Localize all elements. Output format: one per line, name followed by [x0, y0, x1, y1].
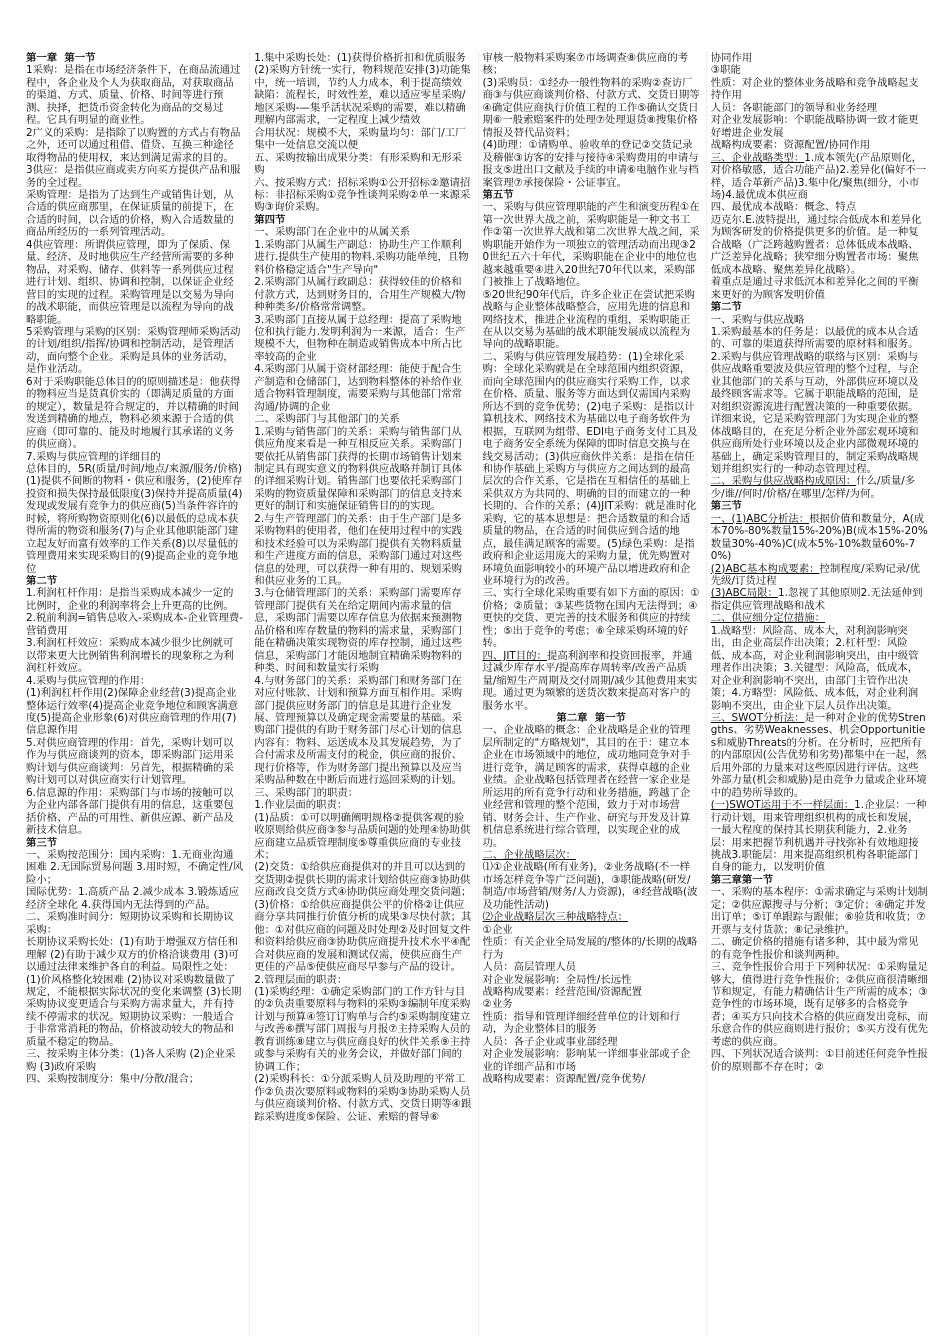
text-paragraph: 二、采购准时间分：短期协议采购和长期协议采购：	[26, 911, 234, 936]
section-heading: 第三章第一节	[710, 873, 774, 886]
text-paragraph: 三、实行全球化采购重要有如下方面的原因：①价格；②质量；③某些货物在国内无法得到；④更快的交货、更完善的技术服务和供应的持续性；⑤出于竞争的考虑；⑥全球采购环境的好转。	[482, 587, 700, 650]
text-paragraph: 二、采购与供应管理发展趋势：(1)全球化采购：全球化采购就是在全球范围内组织资源，而向全球范围内的供应商实行采购工作，以求在价格、质量、服务等方面达到仅需国内采购所达不到的竞争优势；(2)电子采购：是指以计算机技术、网络技术为基础以电子商务软件为根据，互联网为组带、EDI电子商务支付工具及电子商务安全系统为保障的即时信息交换与在线交易活动；(3)供应商伙伴关系：是指在信任和协作基础上采购方与供应方之间达到的最高层次的合作关系，它是指在互相信任的基础上采供双方为共同的、明确的目的而建立的一种长期的、合作的关系；(4)JIT采购：就是准时化采购，它的基本思想是：把合适数量的和合适质量的物品，在合适的时间供应到合适的地点，最佳满足顾客的需要。(5)绿色采购：是指政府和企业运用庞大的采购力量，优先购置对环境负面影响较小的环境产品以增进政府和企业环境行为的改善。	[482, 350, 698, 588]
text-column-1	[26, 52, 243, 1336]
text-paragraph: 缺陷：流程长，时效性差，难以适应零星采购/地区采购-—集乎活状况采购的需要，难以精确理解内部需求，一定程度上减少绩效	[254, 89, 466, 127]
text-paragraph: 迈克尔.E.波特提出，通过综合低成本和差异化为顾客研发的价格提供更多的价值。是一种复合战略（广泛跨越购置者：总体低成本战略、广泛差异化战略；狭窄细分购置者市场：聚焦低成本战略、聚焦差异化战略）。	[710, 213, 922, 276]
text-paragraph: 审核一般物料采购案⑦市场调查⑧供应商的考核；	[482, 52, 689, 77]
text-paragraph: 六、按采购方式：招标采购①公开招标②邀请招标：非招标采购①竞争性谈判采购②单一来源采购③询价采购。	[254, 176, 471, 214]
text-paragraph: 1.作业层面的职责：	[254, 799, 348, 812]
text-paragraph: 一、采购与供应管理职能的产生和演变历程①在第一次世界大战之前，采购职能是一种文书工作②第一次世界大战和第二次世界大战之间，采购职能开始作为一项独立的管理活动而出现③20世纪五六十年代，采购职能在企业中的地位也越来越重要④进入20世纪70年代以来，采购部门被推上了战略地位。	[482, 201, 700, 289]
text-paragraph: 一、采购与供应战略	[710, 313, 805, 326]
text-paragraph: 协同作用	[710, 52, 753, 64]
text-paragraph: 一、(1)ABC分析法：根据价值和数量分，A(成本70%-80%数量15%-20%)B(成本15%-20%数量30%-40%)C(成本5%-10%数量60%-70%)	[710, 512, 928, 563]
text-paragraph: (3)ABC局限：1.忽视了其他原则2.无法延伸到指定供应管理战略和战术	[710, 587, 923, 612]
text-paragraph: 2.税前利润=销售总收入-采购成本-企业管理费-营销费用	[26, 612, 243, 637]
text-paragraph: 二、供应细分定位措施：	[710, 612, 826, 625]
text-paragraph: (4)助理：①请购单、验收单的登记②交货记录及稽催③访客的安排与接待④采购费用的申请与报支⑤进出口文献及手续的申请⑥电脑作业与档案管理⑦承接保险・公证事宜。	[482, 139, 699, 189]
section-heading: 第四节	[254, 213, 286, 226]
text-paragraph: 3.与仓储管理部门的关系：采购部门需要库存管理部门提供有关在给定期间内需求量的信息，采购部门需要以库存信息为依据来预测物品价格和库存数量的物料的需求量，采购部门能在精确决策实现物资的库存控制，通过这些信息，采购部门才能因地制宜精确采购物料的种类、时间和数量实行采购	[254, 587, 463, 675]
text-paragraph: 性质：对企业的整体业务战略和竞争战略起支持作用	[710, 76, 919, 102]
text-paragraph: 1.利润杠杆作用：是指当采购成本减少一定的比例时，企业的利润率将会上升更高的比例。	[26, 587, 234, 612]
section-heading: 第三节	[710, 500, 742, 513]
text-paragraph: (1)采购经理：①确定采购部门的工作方针与目的②负责重要原料与物料的采购③编制年度采购计划与预算④签订订购单与合约⑤采购制度建立与改善⑥撰写部门周报与月报⑦主持采购人员的教育训练⑧建立与供应商良好的伙伴关系⑨主持或参与采购有关的业务会议，并做好部门间的协调工作；	[254, 985, 471, 1073]
text-paragraph: 四、采购按制度分：集中/分散/混合；	[26, 1073, 200, 1086]
text-paragraph: 三、企业战略类型：1.成本领先(产品原则化，对价格敏感，适合功能产品)2.差异化(偏好不一样，适合革新产品)3.集中化/聚焦(细分，小市场)4.最优成本供应商	[710, 151, 927, 201]
text-paragraph: 3.采购部门直接从属于总经理：提高了采购地位和执行能力.发明利润为一来源，适合：生产规模不大，但物种在制造或销售成本中所占比率较高的企业	[254, 313, 466, 363]
text-paragraph: 1.集中采购长处：(1)获得价格折扣和优质服务(2)采购方针统一实行，物料规范安排(3)功能集中，统一培训，节约人力成本，利于提高绩效	[254, 52, 471, 89]
text-paragraph: 2.采购与供应管理战略的联络与区别：采购与供应战略重要波及供应管理的整个过程，与企业其他部门的关系与互动，外部供应环境以及最终顾客需求等。它属于职能战略的范围，是对组织资源流进行配置决策的一种重要依据。详细来说，它是采购管理部门为实现企业的整体战略目的，在充足分析企业外部宏观环境和供应商所处行业环境以及企业内部微观环境的基础上，确定采购管理目的，制定采购战略规划并组织实行的一种动态管理过程。	[710, 350, 919, 475]
text-paragraph: 三、竞争性报价合用于下列种状况：①采购量足够大，值得进行竞争性报价；②供应商很清晰细节和规定，有能力精确估计生产所需的成本；③竞争性的市场环境，既有足够多的合格竞争者；④买方只向技术合格的供应商发出竞标，而乐意合作的供应商则进行报价；⑤买方没有优先考虑的供应商。	[710, 961, 928, 1048]
section-heading: 第一章 第一节	[26, 52, 96, 64]
text-paragraph: 一、采购的基本程序：①需求确定与采购计划制定；②供应源搜寻与分析；③定价；④确定并发出订单；⑤订单跟踪与跟催；⑥验货和收货；⑦开票与支付货款；⑧记录维护。	[710, 886, 928, 936]
text-paragraph: 二、确定价格的措施有诸多种，其中最为常见的有竞争性报价和谈判两种。	[710, 936, 919, 961]
text-paragraph: 4供应管理：所谓供应管理，即为了保质、保量、经济、及时地供应生产经营所需要的多种物品，对采购、储存、供料等一系列供应过程进行计划、组织、协调和控制，以保证企业经营目的实现的过程。采购管理是以交易为导向的战术职能，而供应管理是以流程为导向的战略职能。	[26, 238, 234, 326]
text-paragraph: 4.采购部门从属于资材部经理：能使于配合生产制造和仓储部门，达到物料整体的补给作业适合物料管理制度，需要采购与其他部门常常沟通/协调的企业	[254, 363, 463, 413]
text-paragraph: 战略构成要素：经营范围/资源配置	[482, 985, 642, 998]
text-paragraph: (3)价格：①给供应商提供公平的价格②让供应商分享共同推行价值分析的成果③尽快付款；其他：①对供应商的问题及时处理②及时回复文件和资料给供应商③协助供应商提升技术水平④配合对供应商的发展和测试仅需，使供应商生产更佳的产品⑤使供应商尽早参与产品的设计。	[254, 898, 472, 974]
text-paragraph: ⑴①企业战略(所有业务)，②业务战略(不一样市场怎样竞争等广泛问题)，③职能战略(研发/制造/市场营销/财务/人力资源)，④经营战略(波及功能性活动)	[482, 861, 698, 911]
text-paragraph: 五、采购按输出成果分类：有形采购和无形采购	[254, 151, 463, 177]
text-paragraph: ③职能	[710, 64, 741, 77]
section-heading: 第二章 第一节	[556, 712, 626, 725]
text-paragraph: (2)采购科长：①分派采购人员及助理的平常工作②负责次要原料或物料的采购③协助采购人员与供应商谈判价格、付款方式、交货日期等④跟踪采购进度⑤保险、公证、索赔的督导⑥	[254, 1073, 472, 1123]
text-paragraph: 1.战略型：风险高、成本大，对利润影响突出，由企业高层作出决策；2.杠杆型：风险低、成本高，对企业利润影响突出，由中级管理者作出决策；3.关键型：风险高，低成本，对企业利润影响不突出，由部门主管作出决策；4.方略型：风险低、成本低，对企业利润影响不突出，由企业下层人员作出决策。	[710, 624, 919, 712]
text-paragraph: ②业务	[482, 998, 513, 1011]
text-paragraph: 国际优势：1.高质产品 2.减少成本 3.锻炼适应经济全球化 4.获得国内无法得到的产品。	[26, 886, 239, 911]
text-paragraph: 1.采购最基本的任务是：以最优的成本从合适的、可靠的渠道获得所需要的原材料和服务。	[710, 325, 919, 351]
text-paragraph: 一、采购按范围分：国内采购：1.无商业沟通困难 2.无国际贸易问题 3.用时短，不确定性/风险小；	[26, 849, 243, 886]
text-paragraph: 性质：有关企业全局发展的/整体的/长期的战略行为	[482, 936, 698, 961]
text-paragraph: 二、采购与供应战略构成原因：什么/质量/多少/谁//何时/价格/在哪里/怎样/为何。	[710, 475, 916, 500]
text-paragraph: 6.信息源的作用：采购部门与市场的接触可以为企业内部各部门提供有用的信息，这重要包括价格、产品的可用性、新供应源、新产品及新技术信息。	[26, 786, 234, 837]
text-paragraph: 人员：各子企业或事业部经理	[482, 1035, 618, 1048]
text-paragraph: 性质：指导和管理详细经营单位的计划和行动，为企业整体目的服务	[482, 1010, 680, 1036]
text-paragraph: 2.采购部门从属行政副总：获得较佳的价格和付款方式，达到财务目的，合用生产规模大/物种种类多/价格常常调整。	[254, 276, 466, 314]
text-paragraph: 一、企业战略的概念：企业战略是企业的管理层所制定的"方略规划"，其目的在于：建立本企业在市场领域中的地位，成功地同竞争对手进行竞争，满足顾客的需求，获得卓越的企业业绩。企业战略包括管理者在经营一家企业是所运用的所有竞争行动和业务措施，跨越了企业经营和管理的整个范围，致力于对市场营销、财务会计、生产作业、研究与开发及计算机信息系统进行综合管理，以实现企业的成功。	[482, 724, 691, 849]
text-paragraph: 四、最优成本战略：概念、特点	[710, 201, 857, 214]
text-column-2	[249, 52, 471, 1336]
text-paragraph: 3供应：是指供应商或卖方向买方提供产品和服务的全过程。	[26, 164, 241, 189]
text-paragraph: 6对于采购职能总体目的的原则描述是：他获得的物料应当是货真价实的（即满足质量的方面的规定），数量是符合规定的，并以精确的时间发送到精确的地点，物料必须来源于合适的供应商（即可靠的、能及时地履行其承诺的义务的供应商）。	[26, 375, 241, 451]
text-paragraph: 4.与财务部门的关系：采购部门和财务部门在对应付账款、计划和预算方面互相作用。采购部门提供应财务部门的信息是其进行企业发展、管理预算以及确定现金需要量的基础。采购部门提供的有助于财务部门尽心计划的信息内容有：物料、运送成本及其发展趋势，为了合付需求及所需支付的税金，供应商的报价、现行价格等，作为财务部门提出预算以及应当采购品种数在中断后而进行巡回采购的计划。	[254, 674, 463, 787]
text-paragraph: 总体目的，5R(质量/时间/地点/来源/服务/价格)	[26, 462, 243, 475]
text-paragraph: 一、采购部门在企业中的从属关系	[254, 226, 411, 239]
section-heading: 第三节	[26, 836, 58, 849]
text-paragraph: 战略构成要素：资源配置/竞争优势/	[482, 1073, 646, 1086]
text-paragraph: (一)SWOT运用于不一样层面：1.企业层：一种行动计划，用来管理组织机构的成长和发展，一最大程度的保持其长期获利能力，2.业务层：用来把握节利机遇并寻找弥补有效地迎接挑战3.职能层：用来提高组织机构各职能部门自身的能力，以发明价值	[710, 799, 927, 874]
text-paragraph: 对企业发展影响：个职能战略协调一致才能更好增进企业发展	[710, 114, 919, 139]
text-paragraph: 1.采购与销售部门的关系：采购与销售部门从供应角度来看是一种互相反应关系。采购部门要依托从销售部门获得的长期市场销售计划来制定具有现实意义的物料供应战略并制订具体的详细采购计划。销售部门也要依托采购部门采购的物资质量保障和采购部门的信息支持来更好的制订和实施保证销售目的的实现。	[254, 425, 463, 513]
text-paragraph: 5采购管理与采购的区别：采购管理师采购活动的计划/组织/指挥/协调和控制活动，是管理活动，面向整个企业。采购是具体的业务活动，是作业活动。	[26, 325, 241, 376]
text-paragraph: 长期协议采购长处：(1)有助于增强双方信任和理解 (2)有助于减少双方的价格洽谈费用 (3)可以通过法律来维护各自的利益。局限性之处：(1)价风格整化较困难 (2)协议对采购数量做了规定，不能根据实际状况的变化来调整 (3)长期采购协议变更适合与采购方需求量大，并有持续不停需求的状况。短期协议采购：一般适合于非常常消耗的物品，价格波动较大的物品和质量不稳定的物品。	[26, 936, 242, 1048]
text-paragraph: (1)品质：①可以明确阐明规格②提供客观的验收原则给供应商③参与品质问题的处理④协助供应商建立品质管理制度⑤尊重供应商的专业技术；	[254, 811, 471, 861]
text-paragraph: 四、JIT目的：提高利润率和投资回报率，并通过减少库存水平/提高库存周转率/改善产品质量/缩短生产周期及交付周期/减少其他费用来实现。通过更为频繁的送货次数来提高对客户的服务水平。	[482, 649, 698, 712]
text-paragraph: 3.利润杠杆效应：采购成本减少很少比例就可以带来更大比例销售利润增长的现象称之为利润杠杆效应。	[26, 637, 234, 675]
text-paragraph: 三、SWOT分析法：是一种对企业的优势Strengths、劣势Weaknesses、机会Opportunities和威胁Threats的分析。在分析时，应把所有的内部原因(公告优势和劣势)都集中在一起，然后用外部的力量来对这些原因进行评估。这些外部力量(机会和威胁)是由竞争力量或企业环境中的趋势所导致的。	[710, 712, 927, 799]
text-paragraph: 采购管理：是指为了达到生产或销售计划，从合适的供应商那里，在保证质量的前提下，在合适的时间，以合适的价格，购入合适数量的商品所经历的一系列管理活动。	[26, 188, 234, 239]
text-paragraph: 三、采购部门的职责：	[254, 786, 359, 799]
text-paragraph: 二、企业战略层次：	[482, 849, 577, 861]
text-paragraph: (1)利润杠杆作用(2)保障企业经营(3)提高企业整体运行效率(4)提高企业竞争地位和顾客满意度(5)提高企业形象(6)对供应商管理的作用(7)信息源作用	[26, 687, 239, 737]
text-paragraph: (2)交货：①给供应商提供对的并且可以达到的交货期②提供长期的需求计划给供应商③协助供应商改良交货方式④协助供应商处理交货问题；	[254, 861, 472, 899]
section-heading: 第五节	[482, 188, 514, 201]
text-paragraph: 1采购：是指在市场经济条件下，在商品流通过程中，各企业及个人为获取商品，对获取商品的渠道、方式、质量、价格、时间等进行预测、抉择，把货币资金转化为商品的交易过程。它具有明显的商业性。	[26, 64, 241, 127]
text-paragraph: 人员：各职能部门的领导和业务经理	[710, 101, 877, 114]
text-paragraph: 三、按采购主体分类：(1)各人采购 (2)企业采购 (3)政府采购	[26, 1048, 236, 1073]
text-paragraph: 7.采购与供应管理的详细目的	[26, 450, 161, 463]
text-paragraph: 对企业发展影响：影响某一详细事业部或子企业的详细产品和市场	[482, 1048, 691, 1073]
text-paragraph: (1)提供不间断的物料・供应和服务，(2)使库存投资和损失保持最低限度(3)保持并提高质量(4)发现或发展有竞争力的供应商(5)当条件容许的时候，将所购物资原则化(6)以最低的总成本获得所需的物资和服务(7)与企业其他职能部门建立起友好而富有效率的工作关系(8)以尽量低的管理费用来实现采购目的(9)提高企业的竞争地位	[26, 475, 243, 575]
text-paragraph: 2.与生产管理部门的关系：由于生产部门是多采购物料的使用者，他们在使用过程中的实践和技术经验可以为采购部门提供有关物料质量和生产进度方面的信息，采购部门通过对这些信息的处理，可以获得一种有用的、规划采购和供应业务的工具。	[254, 512, 463, 588]
text-paragraph: ⑵企业战略层次三种战略特点：	[482, 911, 628, 924]
section-heading: 第二节	[710, 301, 742, 314]
text-paragraph: 人员：高层管理人员	[482, 961, 577, 974]
text-paragraph: 二、采购部门与其他部门的关系	[254, 413, 400, 426]
text-paragraph: 2广义的采购：是指除了以购置的方式占有物品之外，还可以通过租借、借贷、互换三种途径取得物品的使用权，来达到满足需求的目的。	[26, 126, 241, 164]
text-paragraph: ①企业	[482, 923, 513, 936]
text-column-3	[478, 52, 700, 1336]
text-paragraph: 2.管理层面的职责：	[254, 973, 348, 986]
text-paragraph: 四、下列状况适合谈判：①目前述任何竞争性报价的原则都不存在时；②	[710, 1048, 928, 1073]
text-paragraph: 着重点是通过寻求低沉本和差异化之间的平衡来更好的为顾客发明价值	[710, 276, 919, 301]
text-paragraph: 合用状况：规模不大，采购量均匀：部门/工厂集中一处信息交流以便	[254, 126, 466, 152]
text-paragraph: (2)ABC基本构成要素：控制程度/采购记录/优先级/订货过程	[710, 562, 921, 588]
text-paragraph: 4.采购与供应管理的作用：	[26, 674, 151, 687]
text-paragraph: 1.采购部门从属生产副总：协助生产工作顺利进行.提供生产使用的物料.采购功能单纯，且物料价格稳定适合"生产导向"	[254, 238, 469, 276]
section-heading: 第二节	[26, 575, 58, 588]
text-column-4	[706, 52, 928, 1336]
text-paragraph: 对企业发展影响：全局性/长远性	[482, 973, 632, 986]
text-paragraph: (3)采购员：①经办一般性物料的采购②查访厂商③与供应商谈判价格、付款方式、交货日期等④确定供应商执行价值工程的工作⑤确认交货日期⑥一般索赔案件的处理⑦处理退货⑧搜集价格情报及替代品资料；	[482, 76, 700, 139]
text-paragraph: 战略构成要素：资源配置/协同作用	[710, 139, 871, 152]
text-paragraph: ⑤20世纪90年代后，许多企业正在尝试把采购战略与企业整体战略整合，应用先进的信息和网络技术，推进企业流程的重组，采购职能正在从以交易为基础的战术职能发展成以流程为导向的战略职能。	[482, 288, 695, 351]
text-paragraph: 5.对供应商管理的作用：首先，采购计划可以作为与供应商谈判的资本，即采购部门运用采购计划与供应商谈判：另首先，根据精确的采购计划可以对供应商实行计划管理。	[26, 736, 234, 787]
